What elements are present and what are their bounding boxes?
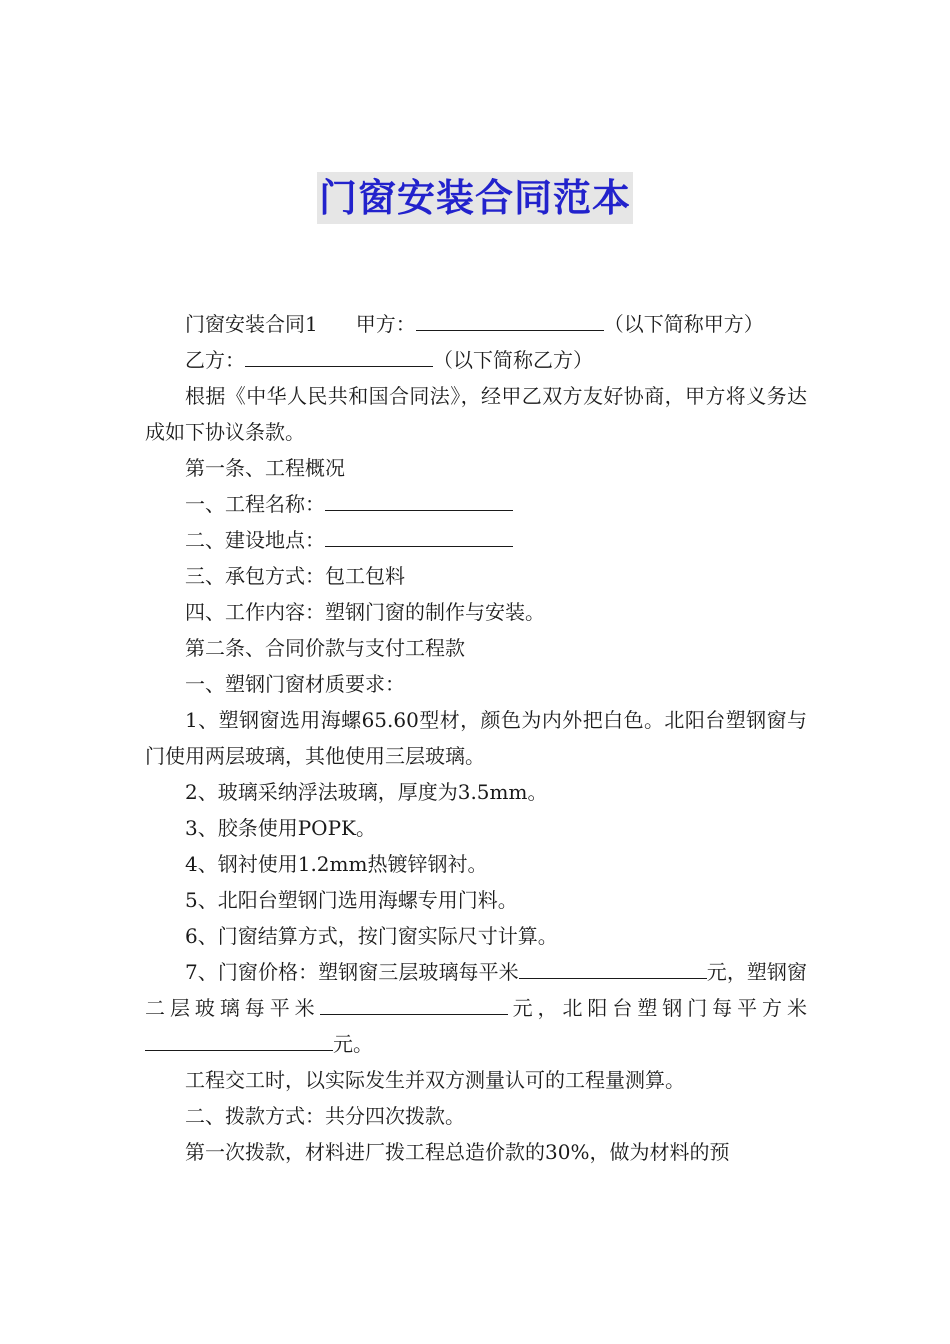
title-block <box>0 172 950 224</box>
document-body <box>145 306 807 1170</box>
price-blank-1 <box>519 956 707 979</box>
price-paragraph <box>145 954 807 1062</box>
price-text-1: 7、门窗价格：塑钢窗三层玻璃每平米 <box>185 960 519 984</box>
project-name-line <box>145 486 807 522</box>
party-a-label: 甲方： <box>355 312 416 336</box>
payment-title: 二、拨款方式：共分四次拨款。 <box>185 1104 465 1128</box>
material-requirements-title: 一、塑钢门窗材质要求： <box>185 672 405 696</box>
party-a-note: （以下简称甲方） <box>603 312 764 336</box>
project-name-blank <box>325 488 513 511</box>
price-text-2: 元，塑钢窗二层玻璃每平米 <box>145 960 807 1020</box>
requirement-2: 2、玻璃采纳浮法玻璃，厚度为3.5mm。 <box>185 780 548 804</box>
requirement-4: 4、钢衬使用1.2mm热镀锌钢衬。 <box>185 852 488 876</box>
project-site-label: 二、建设地点： <box>185 528 325 552</box>
contract-mode-line: 三、承包方式：包工包料 <box>185 564 405 588</box>
price-text-4: 元。 <box>333 1032 373 1056</box>
settlement-paragraph: 工程交工时，以实际发生并双方测量认可的工程量测算。 <box>185 1068 685 1092</box>
project-site-line <box>145 522 807 558</box>
requirement-3: 3、胶条使用POPK。 <box>185 816 376 840</box>
requirement-6: 6、门窗结算方式，按门窗实际尺寸计算。 <box>185 924 558 948</box>
document-title: 门窗安装合同范本 <box>317 172 633 224</box>
article-2-title: 第二条、合同价款与支付工程款 <box>185 636 465 660</box>
work-content-line: 四、工作内容：塑钢门窗的制作与安装。 <box>185 600 545 624</box>
contract-number: 门窗安装合同1 <box>185 312 318 336</box>
price-text-3: 元，北阳台塑钢门每平方米 <box>507 996 808 1020</box>
party-a-blank <box>416 308 604 331</box>
contract-heading-line <box>145 306 807 342</box>
party-b-label: 乙方： <box>185 348 245 372</box>
project-name-label: 一、工程名称： <box>185 492 325 516</box>
payment-1-paragraph: 第一次拨款，材料进厂拨工程总造价款的30%，做为材料的预 <box>185 1140 730 1164</box>
price-blank-2 <box>320 992 508 1015</box>
requirement-5: 5、北阳台塑钢门选用海螺专用门料。 <box>185 888 518 912</box>
intro-paragraph: 根据《中华人民共和国合同法》，经甲乙双方友好协商，甲方将义务达成如下协议条款。 <box>145 384 807 444</box>
requirement-1: 1、塑钢窗选用海螺65.60型材，颜色为内外把白色。北阳台塑钢窗与门使用两层玻璃，其他使用三层玻璃。 <box>145 708 807 768</box>
project-site-blank <box>325 524 513 547</box>
party-b-note: （以下简称乙方） <box>433 348 593 372</box>
party-b-blank <box>245 344 433 367</box>
party-b-line <box>145 342 807 378</box>
article-1-title: 第一条、工程概况 <box>185 456 345 480</box>
price-blank-3 <box>145 1028 333 1051</box>
